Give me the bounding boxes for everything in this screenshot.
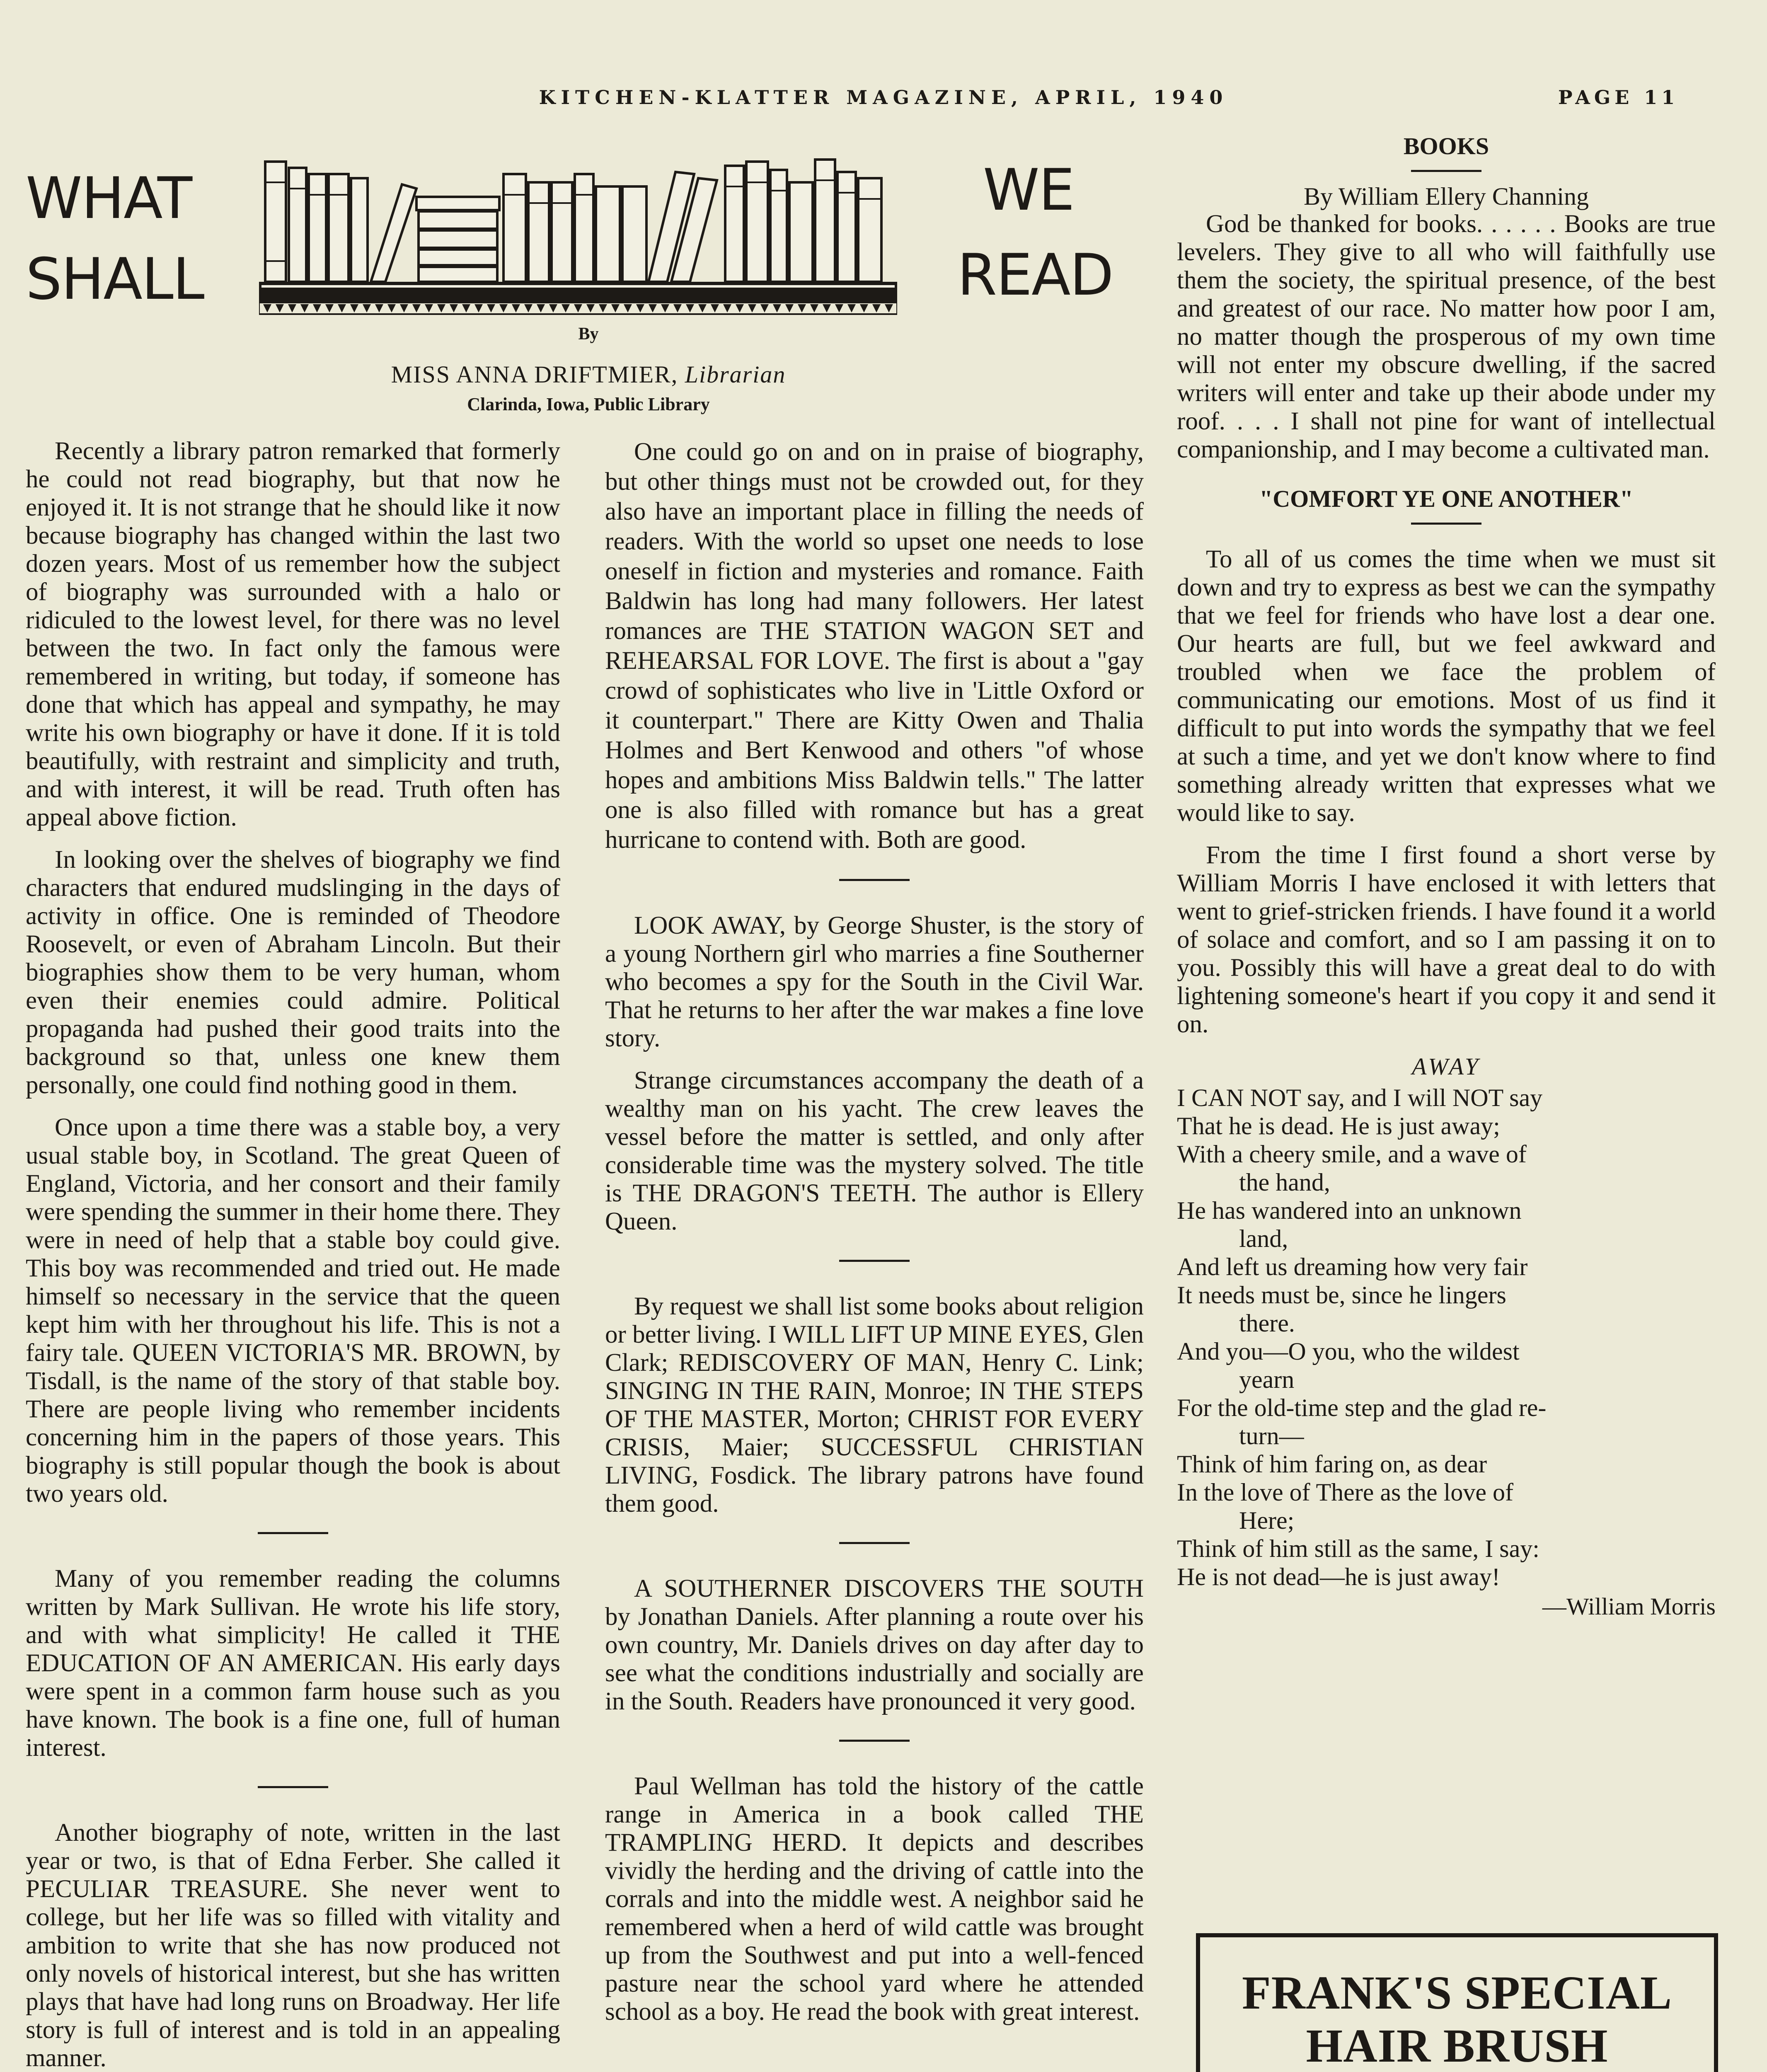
article-paragraph: By request we shall list some books about religion or better living. I WILL LIFT UP MINE EYES, Glen Clark; REDISCOVERY OF MAN, Henry C. Link; SINGING IN THE RAIN, Monroe; IN THE STEPS OF THE MASTER, Morton; CHRIST FOR EVERY CRISIS, Maier; SUCCESSFUL CHRISTIAN LIVING, Fosdick. The library patrons have found them good. — [605, 1293, 1144, 1518]
article-paragraph: To all of us comes the time when we must sit down and try to express as best we can the sympathy that we feel for friends who have lost a dear one. Our hearts are full, but we feel awkward and troubled when we face the problem of communicating our emotions. Most of us find it difficult to put into words the sympathy that we feel at such a time, and yet we don't know where to find something already written that expresses what we would like to say. — [1177, 545, 1716, 827]
section-divider — [839, 1260, 910, 1262]
poem-line: He is not dead—he is just away! — [1177, 1563, 1500, 1590]
poem-title: AWAY — [1411, 1053, 1481, 1080]
poem-signature: —William Morris — [1542, 1593, 1716, 1620]
poem-line: With a cheery smile, and a wave of — [1177, 1140, 1527, 1168]
poem-line: there. — [1239, 1310, 1295, 1337]
running-head: KITCHEN-KLATTER MAGAZINE, APRIL, 1940 — [539, 86, 1228, 109]
section-divider — [1411, 523, 1481, 525]
page-number: PAGE 11 — [1558, 86, 1679, 109]
poem-line: I CAN NOT say, and I will NOT say — [1177, 1084, 1543, 1111]
section-divider — [839, 879, 910, 881]
title-word-we: WE — [983, 157, 1074, 223]
section-divider — [258, 1532, 328, 1534]
section-divider — [839, 1740, 910, 1742]
section-divider — [839, 1542, 910, 1544]
article-paragraph: Recently a library patron remarked that formerly he could not read biography, but that now he enjoyed it. It is not strange that he should like it now because biography has changed within the last two dozen years. Most of us remember how the subject of biography was surrounded with a halo or ridiculed to the lowest level, for there was no level between the two. In fact only the famous were remembered in writing, but today, if someone has done that which has appeal and sympathy, he may write his own biography or have it done. If it is told beautifully, with restraint and simplicity and truth, and with interest, it will be read. Truth often has appeal above fiction. — [26, 437, 560, 831]
article-paragraph: LOOK AWAY, by George Shuster, is the story of a young Northern girl who marries a fine Southerner who becomes a spy for the South in the Civil War. That he returns to her after the war makes a fine love story. — [605, 912, 1144, 1052]
article-paragraph: Strange circumstances accompany the death of a wealthy man on his yacht. The crew leaves the vessel before the matter is settled, and only after considerable time was the mystery solved. The title is THE DRAGON'S TEETH. The author is Ellery Queen. — [605, 1067, 1144, 1235]
author-role: Librarian — [685, 361, 786, 388]
bookshelf-illustration — [259, 149, 897, 315]
section-divider — [258, 1786, 328, 1788]
poem-line: Here; — [1239, 1507, 1295, 1534]
poem-line: turn— — [1239, 1422, 1304, 1450]
article-paragraph: One could go on and on in praise of biography, but other things must not be crowded out, for they also have an important place in filling the needs of readers. With the world so upset one needs to lose oneself in fiction and mysteries and romance. Faith Baldwin has long had many followers. Her latest romances are THE STATION WAGON SET and REHEARSAL FOR LOVE. The first is about a "gay crowd of sophisticates who live in 'Little Oxford or it counterpart." There are Kitty Owen and Thalia Holmes and Bert Kenwood and others "of whose hopes and ambitions Miss Baldwin tells." The latter one is also filled with romance but has a great hurricane to contend with. Both are good. — [605, 438, 1144, 854]
books-quote: God be thanked for books. . . . . . Books are true levelers. They give to all who will faithfully use them the society, the spiritual presence, of the best and greatest of our race. No matter how poor I am, no matter though the prosperous of my own time will not enter my obscure dwelling, if the sacred writers will enter and take up their abode under my roof. . . . I shall not pine for want of intellectual companionship, and I may become a cultivated man. — [1177, 210, 1716, 463]
article-paragraph: Once upon a time there was a stable boy, a very usual stable boy, in Scotland. The great Queen of England, Victoria, and her consort and their family were spending the summer in their home there. They were in need of help that a stable boy could give. This boy was recommended and tried out. He made himself so necessary in the service that the queen kept him with her throughout his life. This is not a fairy tale. QUEEN VICTORIA'S MR. BROWN, by Tisdall, is the name of the story of that stable boy. There are people living who remember incidents concerning him in the papers of those years. This biography is still popular though the book is about two years old. — [26, 1113, 560, 1508]
poem-line: He has wandered into an unknown — [1177, 1197, 1522, 1224]
poem — [1177, 1084, 1716, 1621]
article-column-1 — [26, 437, 560, 2072]
poem-line: land, — [1239, 1225, 1288, 1252]
title-word-what: WHAT — [26, 165, 192, 232]
article-paragraph: Paul Wellman has told the history of the cattle range in America in a book called THE TRAMPLING HERD. It depicts and describes vividly the herding and the driving of cattle into the corrals and into the middle west. A neighbor said he remembered when a herd of wild cattle was brought up from the Southwest and put into a well-fenced pasture near the school yard where he attended school as a boy. He read the book with great interest. — [605, 1772, 1144, 2026]
poem-line: That he is dead. He is just away; — [1177, 1112, 1500, 1140]
article-paragraph: From the time I first found a short verse by William Morris I have enclosed it with letters that went to grief-stricken friends. I have found it a world of solace and comfort, and so I am passing it on to you. Possibly this will have a great deal to do with lightening someone's heart if you copy it and send it on. — [1177, 841, 1716, 1038]
article-paragraph: Many of you remember reading the columns written by Mark Sullivan. He wrote his life story, and with what simplicity! He called it THE EDUCATION OF AN AMERICAN. His early days were spent in a common farm house such as you have known. The book is a fine one, full of human interest. — [26, 1565, 560, 1762]
article-column-2 — [605, 437, 1144, 2040]
article-paragraph: A SOUTHERNER DISCOVERS THE SOUTH by Jonathan Daniels. After planning a route over his own country, Mr. Daniels drives on day after day to see what the conditions industrially and socially are in the South. Readers have pronounced it very good. — [605, 1575, 1144, 1715]
poem-line: And you—O you, who the wildest — [1177, 1338, 1520, 1365]
comfort-title: "COMFORT YE ONE ANOTHER" — [1259, 485, 1633, 512]
poem-line: yearn — [1239, 1366, 1295, 1393]
byline-author — [232, 361, 945, 388]
author-name: MISS ANNA DRIFTMIER, — [391, 361, 678, 388]
byline-affiliation: Clarinda, Iowa, Public Library — [467, 394, 710, 414]
ad-title-line-1: FRANK'S SPECIAL — [1242, 1966, 1672, 2019]
poem-line: Think of him faring on, as dear — [1177, 1450, 1487, 1478]
books-title: BOOKS — [1403, 133, 1489, 160]
title-word-read: READ — [957, 242, 1113, 308]
poem-line: the hand, — [1239, 1169, 1330, 1196]
title-word-shall: SHALL — [26, 246, 204, 312]
article-column-3 — [1177, 132, 1716, 1621]
books-byline: By William Ellery Channing — [1303, 183, 1589, 210]
article-paragraph: Another biography of note, written in the last year or two, is that of Edna Ferber. She called it PECULIAR TREASURE. She never went to college, but her life was so filled with vitality and ambition to write that she has now produced not only novels of historical interest, but she has written plays that have had long runs on Broadway. Her life story is full of interest and is told in an appealing manner. — [26, 1819, 560, 2072]
poem-line: Think of him still as the same, I say: — [1177, 1535, 1539, 1562]
section-divider — [1411, 170, 1481, 172]
poem-line: In the love of There as the love of — [1177, 1479, 1513, 1506]
poem-line: And left us dreaming how very fair — [1177, 1253, 1528, 1280]
ad-title-line-2: HAIR BRUSH — [1306, 2019, 1608, 2072]
byline-by: By — [578, 324, 599, 344]
hair-brush-advertisement — [1196, 1933, 1718, 2072]
poem-line: For the old-time step and the glad re- — [1177, 1394, 1547, 1421]
article-paragraph: In looking over the shelves of biography we find characters that endured mudslinging in the days of activity in office. One is reminded of Theodore Roosevelt, or even of Abraham Lincoln. But their biographies show them to be very human, whom even their enemies could admire. Political propaganda had pushed their good traits into the background so that, unless one knew them personally, one could find nothing good in them. — [26, 846, 560, 1099]
poem-line: It needs must be, since he lingers — [1177, 1281, 1506, 1309]
